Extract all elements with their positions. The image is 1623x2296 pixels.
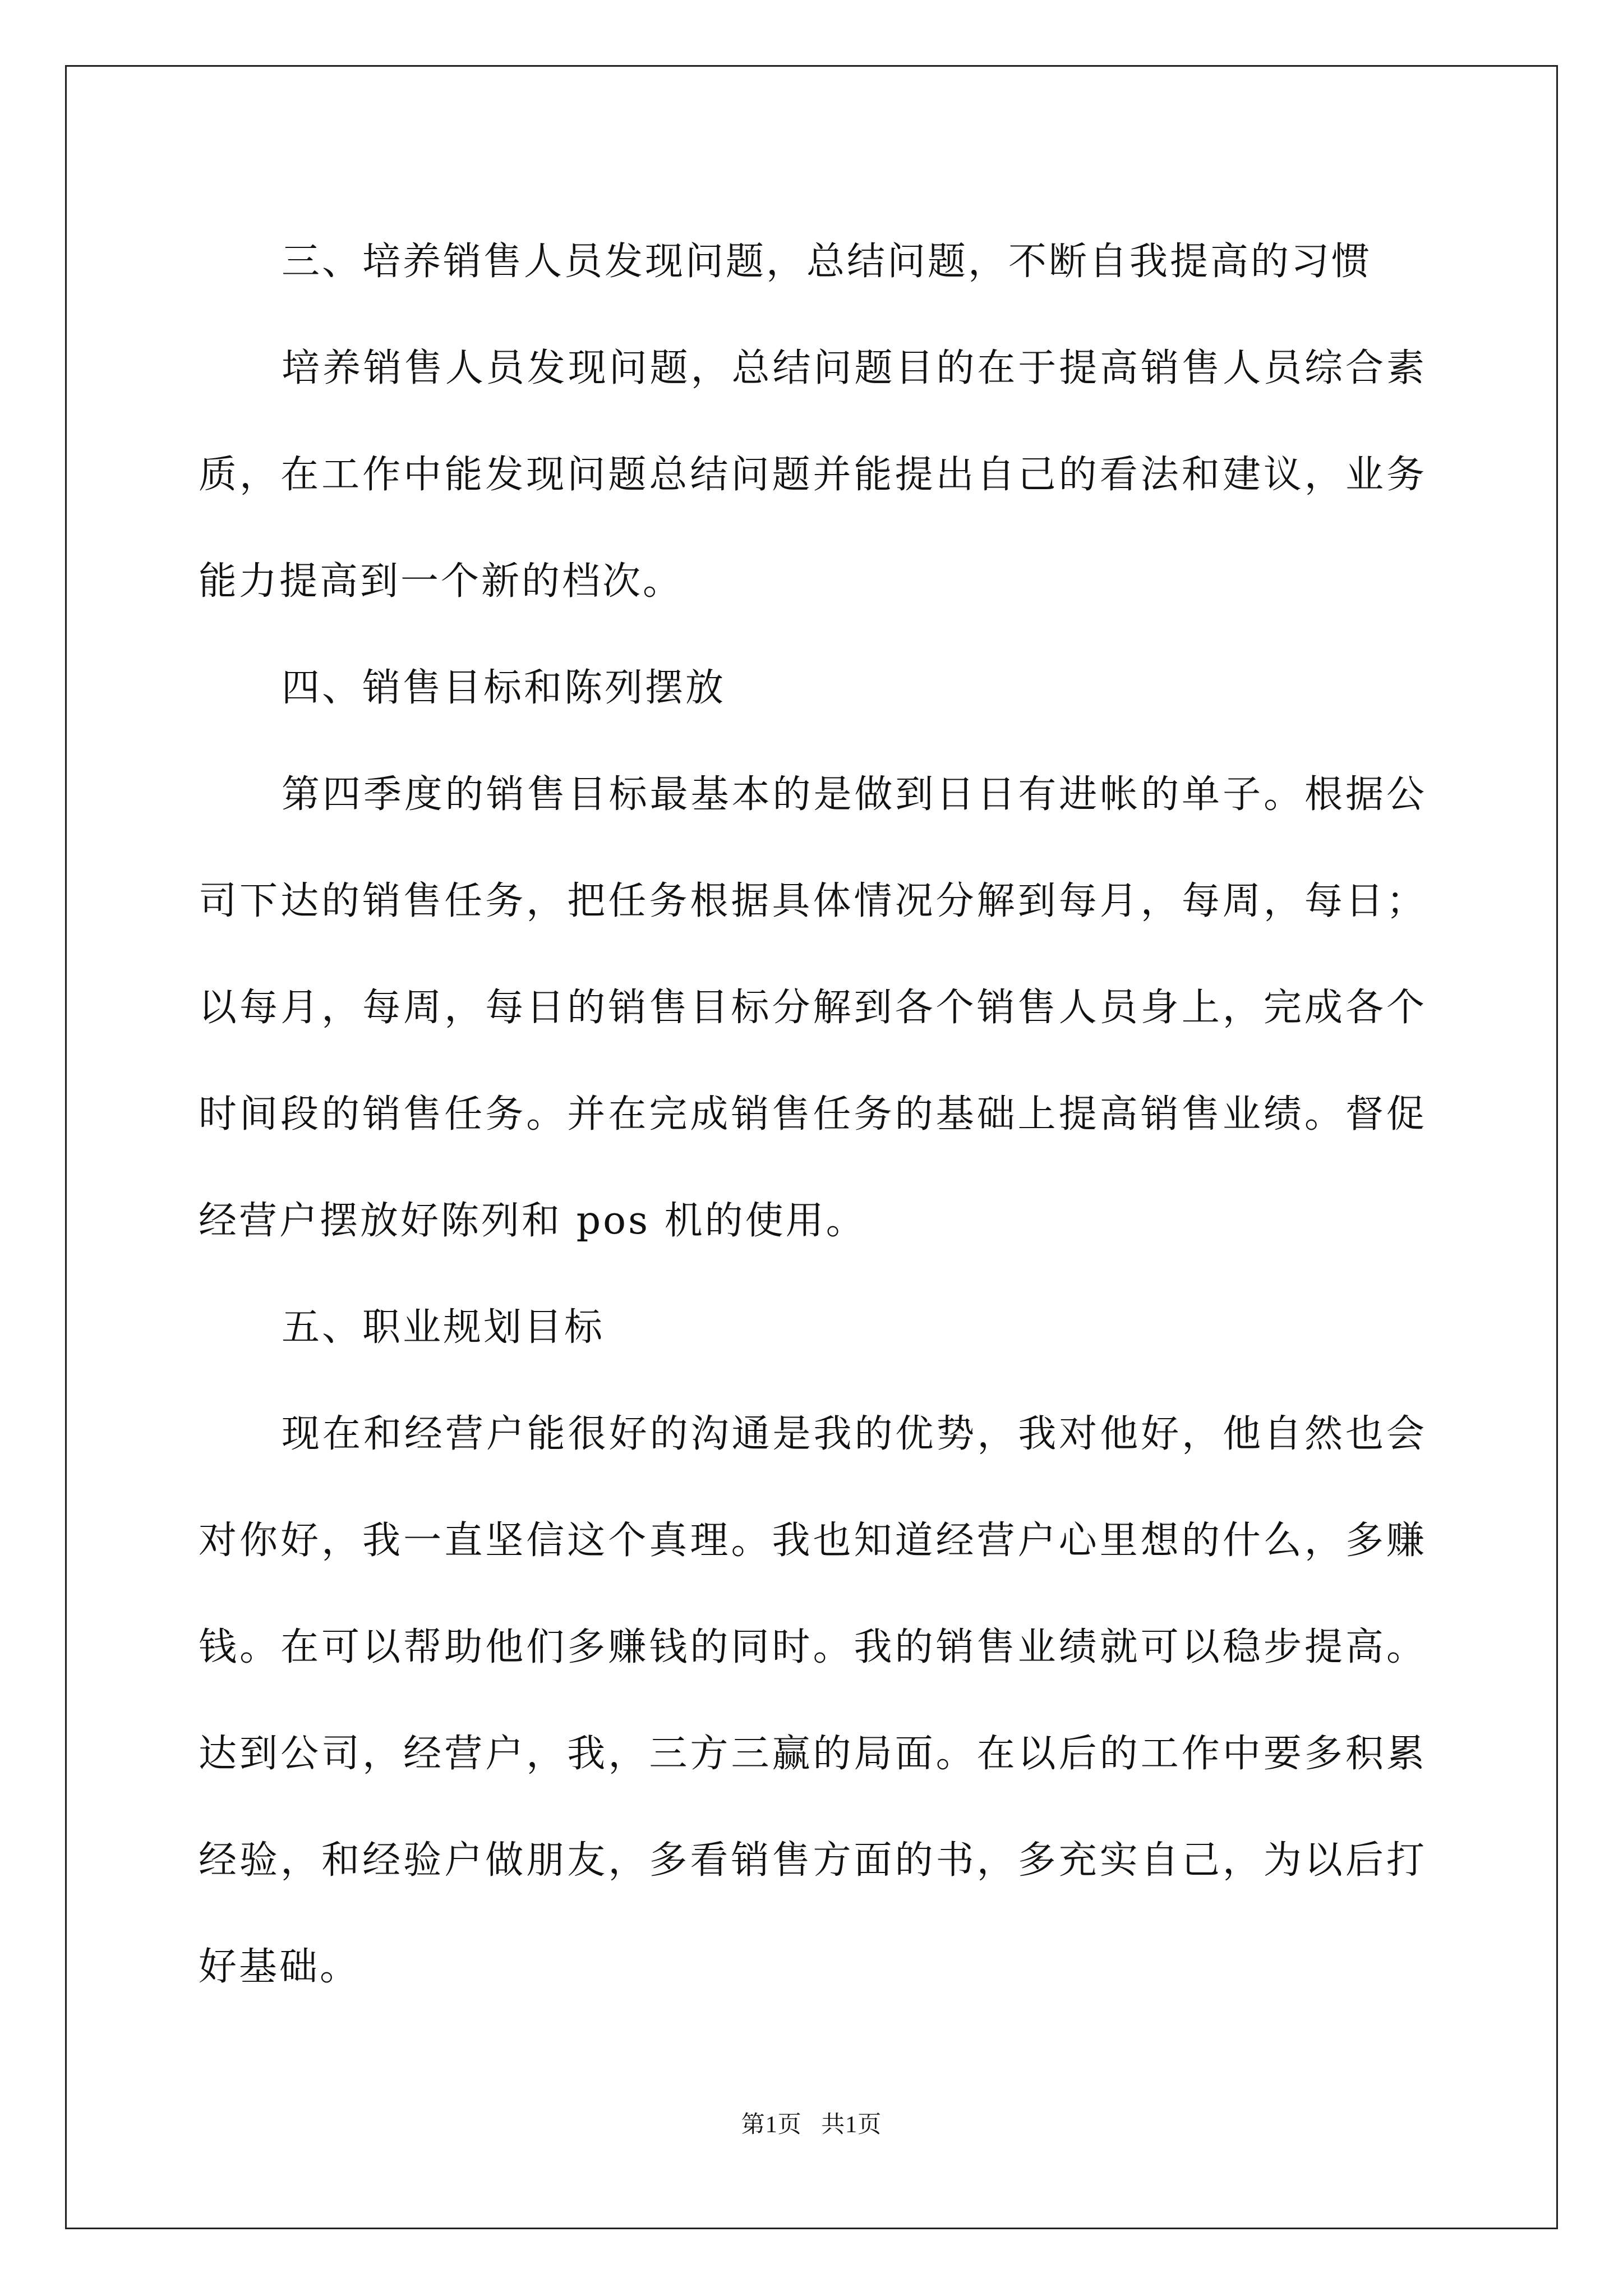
page-footer: 第1页 共1页 <box>741 2112 882 2138</box>
paragraph-section-4: 第四季度的销售目标最基本的是做到日日有进帐的单子。根据公司下达的销售任务，把任务根据具体情况分解到每月，每周，每日；以每月，每周，每日的销售目标分解到各个销售人员身上，完成各个时间段的销售任务。并在完成销售任务的基础上提高销售业绩。督促经营户摆放好陈列和 pos 机的使用。 <box>199 772 1427 1243</box>
heading-section-3: 三、培养销售人员发现问题，总结问题，不断自我提高的习惯 <box>282 240 1372 284</box>
document-body <box>199 209 1427 2021</box>
heading-section-4: 四、销售目标和陈列摆放 <box>282 666 726 710</box>
heading-section-5: 五、职业规划目标 <box>282 1305 605 1350</box>
paragraph-section-3: 培养销售人员发现问题，总结问题目的在于提高销售人员综合素质，在工作中能发现问题总结问题并能提出自己的看法和建议，业务能力提高到一个新的档次。 <box>199 346 1427 604</box>
paragraph-section-5: 现在和经营户能很好的沟通是我的优势，我对他好，他自然也会对你好，我一直坚信这个真理。我也知道经营户心里想的什么，多赚钱。在可以帮助他们多赚钱的同时。我的销售业绩就可以稳步提高。达到公司，经营户，我，三方三赢的局面。在以后的工作中要多积累经验，和经验户做朋友，多看销售方面的书，多充实自己，为以后打好基础。 <box>199 1412 1427 1989</box>
